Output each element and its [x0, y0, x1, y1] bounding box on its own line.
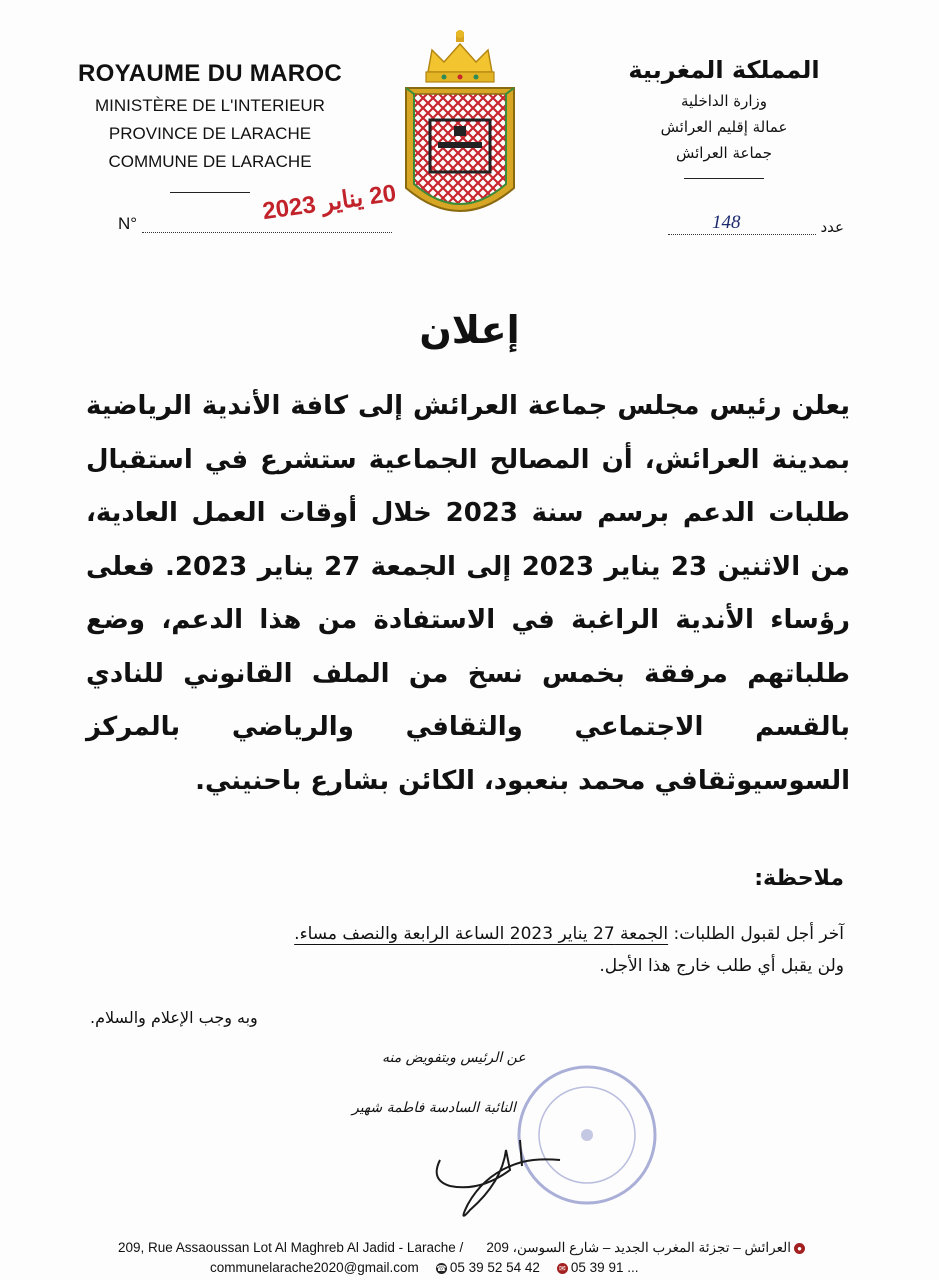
fax-text: 05 39 91 ...: [570, 1260, 639, 1275]
deadline-warning: ولن يقبل أي طلب خارج هذا الأجل.: [599, 956, 844, 976]
reference-number-field-fr: [142, 232, 392, 233]
header-left-french: [60, 60, 360, 193]
header-divider-right: [684, 178, 764, 179]
handwritten-signature: [410, 1120, 580, 1230]
coat-of-arms-emblem: [398, 28, 522, 224]
province-ar: عمالة إقليم العرائش: [660, 118, 788, 136]
deadline-date: الجمعة 27 يناير 2023 الساعة الرابعة والنصف مساء.: [294, 924, 669, 944]
commune-fr: COMMUNE DE LARACHE: [108, 152, 312, 171]
province-fr: PROVINCE DE LARACHE: [108, 124, 312, 143]
reference-number-field-ar: [668, 234, 816, 235]
notice-title: إعلان: [419, 308, 520, 352]
closing-statement: وبه وجب الإعلام والسلام.: [90, 1008, 258, 1027]
fax-icon: ✉: [557, 1263, 568, 1274]
date-stamp: 20 يناير 2023: [260, 179, 398, 226]
deadline-line: [84, 918, 844, 950]
kingdom-title-fr: ROYAUME DU MAROC: [78, 60, 342, 87]
footer-address: [118, 1240, 808, 1256]
header-divider-left: [170, 192, 250, 193]
commune-ar: جماعة العرائش: [676, 144, 772, 162]
address-fr: 209, Rue Assaoussan Lot Al Maghreb Al Jadid - Larache /: [118, 1240, 464, 1255]
phone-icon: ☎: [436, 1263, 447, 1273]
crown-icon: [426, 30, 494, 82]
ministry-fr: MINISTÈRE DE L'INTERIEUR: [95, 96, 325, 115]
location-icon: ●: [794, 1243, 805, 1254]
ministry-ar: وزارة الداخلية: [680, 92, 768, 110]
reference-number-label-fr: N°: [118, 214, 138, 233]
kingdom-title-ar: المملكة المغربية: [628, 56, 820, 84]
delegation-line: عن الرئيس وبتفويض منه: [382, 1050, 526, 1066]
note-text: [84, 918, 844, 982]
note-label: ملاحظة:: [754, 866, 844, 891]
handwritten-reference-number: 148: [712, 212, 741, 233]
email-text[interactable]: communelarache2020@gmail.com: [210, 1260, 419, 1275]
footer-contact: [210, 1260, 638, 1275]
signatory-name: النائبة السادسة فاطمة شهير: [352, 1100, 516, 1116]
notice-body: يعلن رئيس مجلس جماعة العرائش إلى كافة الأندية الرياضية بمدينة العرائش، أن المصالح الجماعية ستشرع في استقبال طلبات الدعم برسم سنة 2023 خلال أوقات العمل العادية، من الاثنين 23 يناير 2023 إلى الجمعة 27 يناير 2023. فعلى رؤساء الأندية الراغبة في الاستفادة من هذا الدعم، وضع طلباتهم مرفقة بخمس نسخ من الملف القانوني للنادي بالقسم الاجتماعي والثقافي والرياضي بالمركز السوسيوثقافي محمد بنعبود، الكائن بشارع باحنيني.: [86, 391, 851, 796]
address-ar: ●العرائش – تجزئة المغرب الجديد – شارع السوسن، 209: [486, 1240, 808, 1256]
header-right-arabic: [604, 56, 844, 179]
phone-text: 05 39 52 54 42: [449, 1260, 540, 1275]
deadline-prefix: آخر أجل لقبول الطلبات:: [668, 924, 844, 944]
reference-number-label-ar: عدد: [820, 218, 844, 236]
